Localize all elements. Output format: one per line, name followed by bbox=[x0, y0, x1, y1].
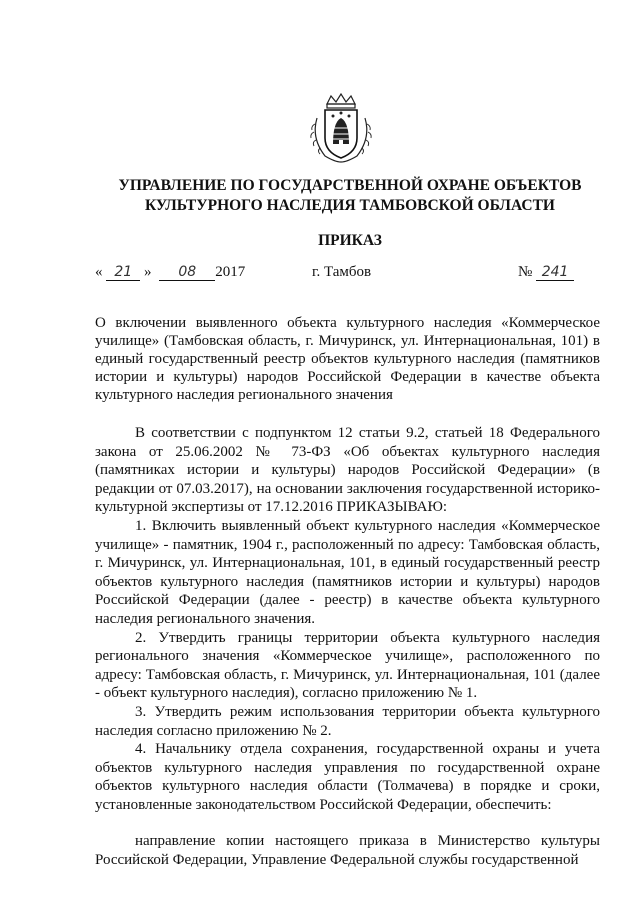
order-city: г. Тамбов bbox=[312, 264, 372, 280]
number-value: 241 bbox=[536, 264, 574, 281]
organization-name bbox=[60, 176, 640, 216]
date-close-quote: » bbox=[144, 264, 152, 280]
date-year: 2017 bbox=[215, 264, 246, 280]
body-paragraph-item-3: 3. Утвердить режим использования территории объекта культурного наследия согласно приложению № 2. bbox=[95, 703, 600, 739]
coat-of-arms-icon bbox=[303, 88, 379, 166]
date-day: 21 bbox=[106, 264, 140, 281]
order-subject: О включении выявленного объекта культурного наследия «Коммерческое училище» (Тамбовская область, г. Мичуринск, ул. Интернациональная, 101) в единый государственный реестр объектов культурного наследия (памятников истории и культуры) народов Российской Федерации в качестве объекта культурного наследия регионального значения bbox=[95, 315, 600, 403]
organization-name-line1: УПРАВЛЕНИЕ ПО ГОСУДАРСТВЕННОЙ ОХРАНЕ ОБЪЕКТОВ bbox=[118, 177, 582, 194]
date-open-quote: « bbox=[95, 264, 103, 280]
body-paragraph-item-1: 1. Включить выявленный объект культурного наследия «Коммерческое училище» - памятник, 1904 г., расположенный по адресу: Тамбовская область, г. Мичуринск, ул. Интернациональная, 101, в единый государственный реестр объектов культурного наследия (памятников истории и культуры) народов Российской Федерации (далее - реестр) в качестве объекта культурного наследия регионального значения. bbox=[95, 517, 600, 627]
body-paragraph-item-4: 4. Начальнику отдела сохранения, государственной охраны и учета объектов культурного наследия управления по государственной охране объектов культурного наследия области (Толмачева) в порядке и сроки, установленные законодательством Российской Федерации, обеспечить: bbox=[95, 741, 600, 813]
order-number bbox=[518, 263, 574, 281]
order-date bbox=[95, 263, 245, 281]
organization-name-line2: КУЛЬТУРНОГО НАСЛЕДИЯ ТАМБОВСКОЙ ОБЛАСТИ bbox=[145, 197, 555, 214]
body-paragraph-item-2: 2. Утвердить границы территории объекта культурного наследия регионального значения «Коммерческое училище», расположенного по адресу: Тамбовская область, г. Мичуринск, ул. Интернациональная, 101 (далее - объект культурного наследия), согласно приложению № 1. bbox=[95, 629, 600, 702]
order-body bbox=[95, 424, 600, 870]
document-type-title: ПРИКАЗ bbox=[318, 232, 382, 249]
number-prefix: № bbox=[518, 264, 533, 280]
date-month: 08 bbox=[159, 264, 215, 281]
body-paragraph-preamble: В соответствии с подпунктом 12 статьи 9.2, статьей 18 Федерального закона от 25.06.2002 № 73-ФЗ «Об объектах культурного наследия (памятниках истории и культуры) народов Российской Федерации» (в редакции от 07.03.2017), на основании заключения государственной историко-культурной экспертизы от 17.12.2016 ПРИКАЗЫВАЮ: bbox=[95, 425, 600, 516]
body-paragraph-subitem: направление копии настоящего приказа в Министерство культуры Российской Федерации, Управление Федеральной службы государственной bbox=[95, 833, 600, 869]
